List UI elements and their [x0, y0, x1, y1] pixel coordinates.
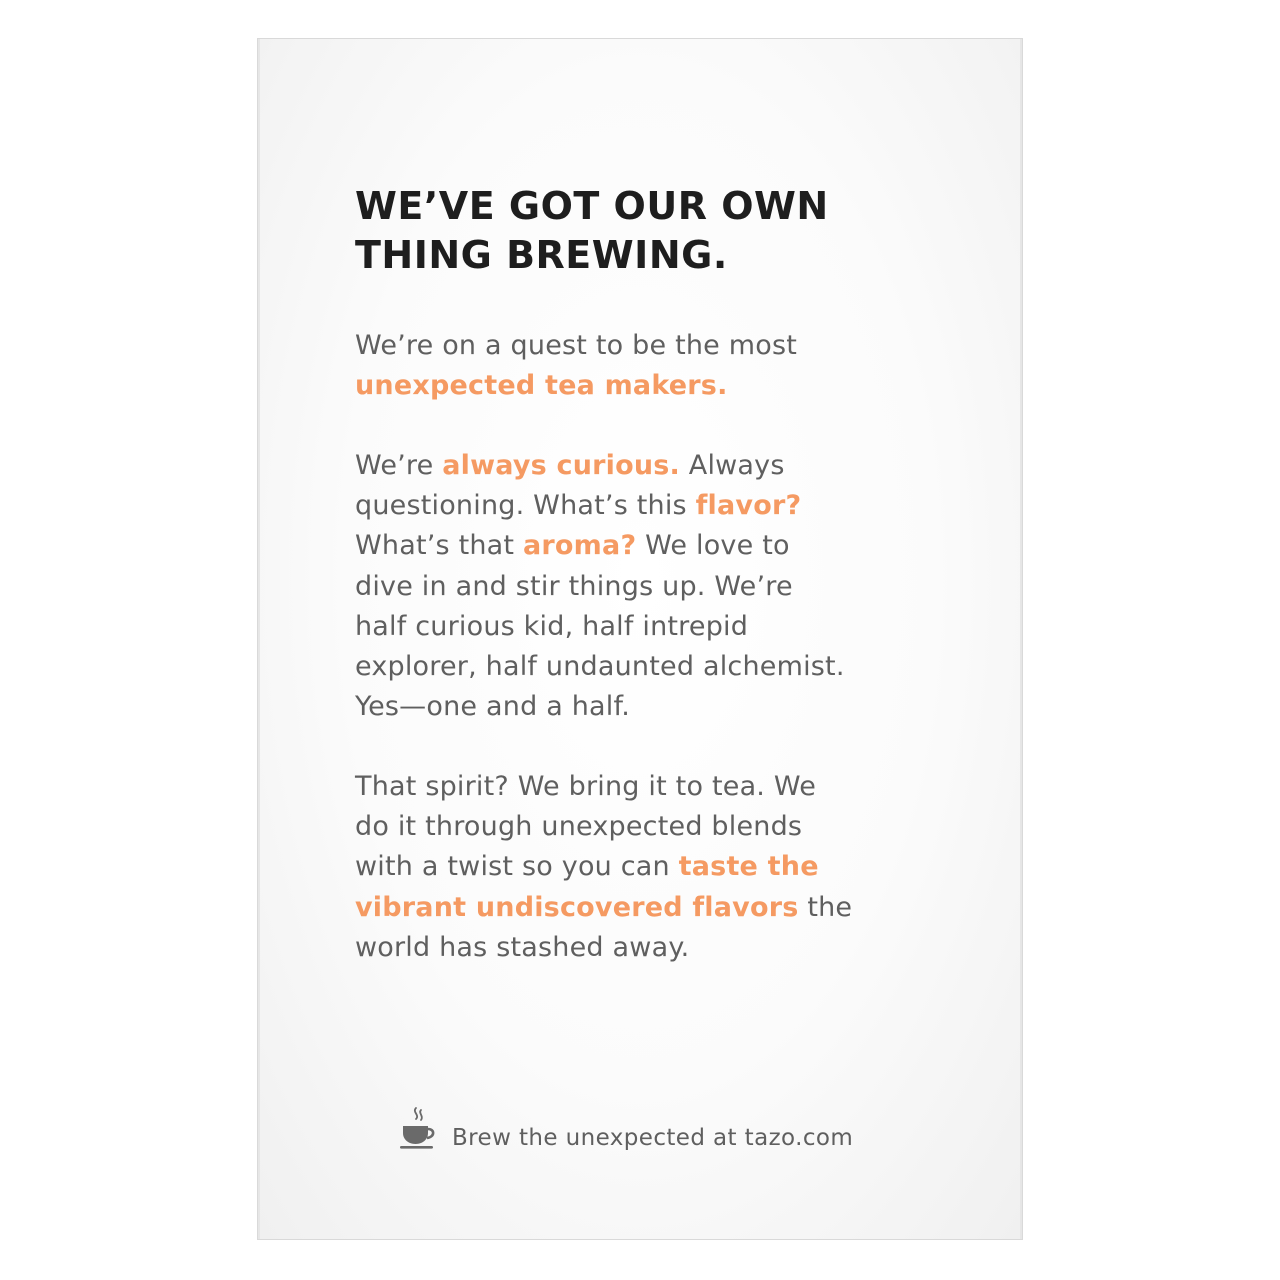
text-fragment: We’re [355, 450, 443, 481]
text-line: half curious kid, half intrepid [355, 610, 749, 642]
highlight-text: taste the [678, 851, 819, 883]
paragraph-quest [355, 326, 955, 406]
headline-line-1: WE’VE GOT OUR OWN [355, 184, 829, 228]
panel-left-edge [258, 39, 260, 1239]
highlight-text: aroma? [523, 530, 637, 562]
text-line: We’re on a quest to be the most [355, 330, 798, 361]
highlight-text: vibrant undiscovered flavors [355, 891, 799, 923]
text-line [355, 888, 955, 928]
text-line [355, 486, 955, 526]
footer-brew-link [400, 1106, 853, 1154]
text-line: do it through unexpected blends [355, 811, 803, 843]
text-line [355, 526, 955, 566]
highlight-text: unexpected tea makers. [355, 370, 728, 402]
text-line [355, 847, 955, 887]
text-line: Yes—one and a half. [355, 691, 630, 723]
text-line: explorer, half undaunted alchemist. [355, 651, 845, 683]
highlight-text: flavor? [695, 490, 802, 522]
text-fragment: Always [680, 450, 785, 481]
text-fragment: with a twist so you can [355, 851, 679, 883]
headline-line-2: THING BREWING. [355, 233, 728, 277]
text-line [355, 446, 955, 486]
text-line: That spirit? We bring it to tea. We [355, 771, 817, 802]
tea-cup-icon [400, 1106, 438, 1154]
panel-right-edge [1020, 39, 1022, 1239]
text-fragment: We love to [636, 530, 790, 562]
footer-text: Brew the unexpected at tazo.com [452, 1125, 854, 1151]
paragraph-spirit [355, 767, 955, 968]
highlight-text: always curious. [442, 450, 680, 481]
paragraph-curious [355, 446, 955, 727]
headline [355, 182, 915, 280]
text-fragment: the [798, 891, 853, 923]
text-line: dive in and stir things up. We’re [355, 570, 793, 602]
text-fragment: What’s that [355, 530, 523, 562]
text-line: world has stashed away. [355, 931, 690, 963]
text-fragment: questioning. What’s this [355, 490, 696, 522]
